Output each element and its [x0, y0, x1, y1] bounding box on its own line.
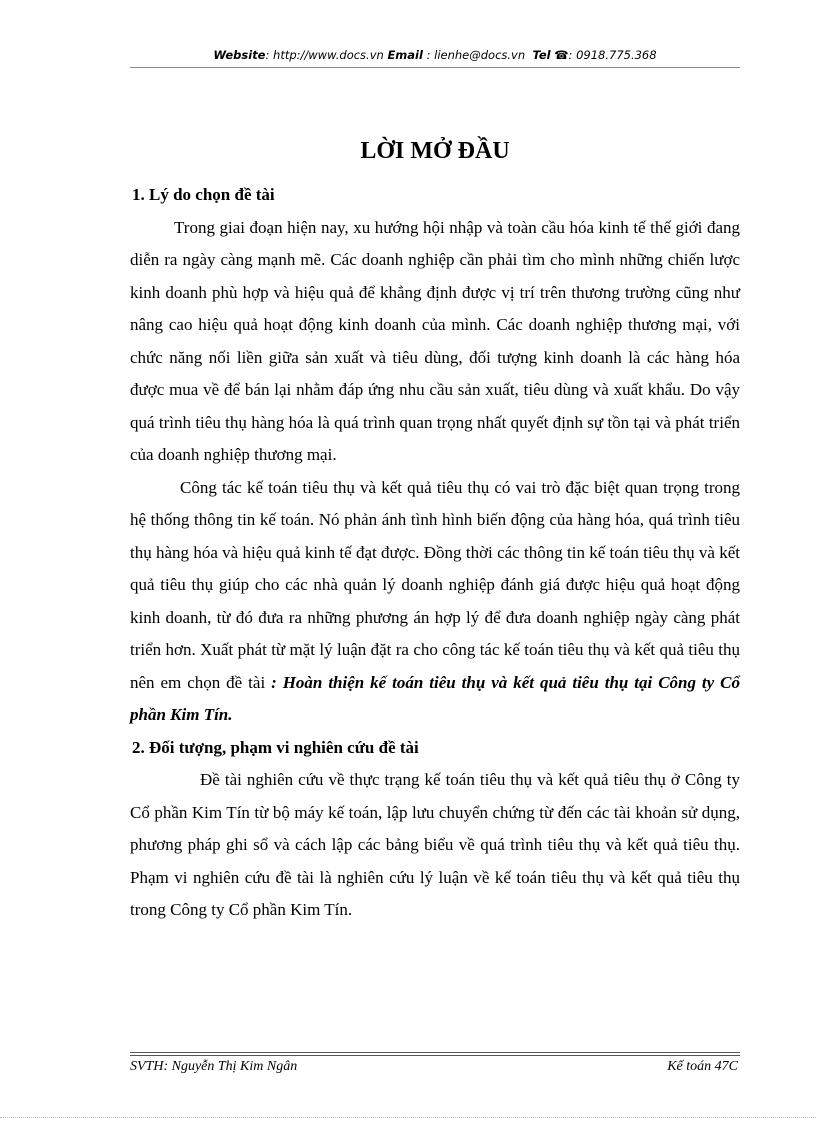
footer-divider-top [130, 1052, 740, 1053]
header-divider [130, 67, 740, 68]
phone-icon: ☎ [554, 48, 569, 62]
paragraph-3: Đề tài nghiên cứu về thực trạng kế toán tiêu thụ và kết quả tiêu thụ ở Công ty Cổ phần Kim Tín từ bộ máy kế toán, lập lưu chuyển chứng từ đến các tài khoản sử dụng, phương pháp ghi sổ và cách lập các bảng biểu về quá trình tiêu thụ và kết quả tiêu thụ. Phạm vi nghiên cứu đề tài là nghiên cứu lý luận về kế toán tiêu thụ và kết quả tiêu thụ trong Công ty Cổ phần Kim Tín. [130, 770, 740, 919]
paragraph-2-text: Công tác kế toán tiêu thụ và kết quả tiêu thụ có vai trò đặc biệt quan trọng trong hệ thống thông tin kế toán. Nó phản ánh tình hình biến động của hàng hóa, quá trình tiêu thụ hàng hóa và hiệu quả kinh tế đạt được. Đồng thời các thông tin kế toán tiêu thụ và kết quả tiêu thụ giúp cho các nhà quản lý doanh nghiệp đánh giá được hiệu quả hoạt động kinh doanh, từ đó đưa ra những phương án hợp lý để đưa doanh nghiệp ngày càng phát triển hơn. Xuất phát từ mặt lý luận đặt ra cho công tác kế toán tiêu thụ và kết quả tiêu thụ nên em chọn đề tài [130, 477, 740, 692]
page-bottom-border [0, 1117, 816, 1118]
footer-student: SVTH: Nguyễn Thị Kim Ngân [130, 1059, 298, 1074]
section-heading-1: 1. Lý do chọn đề tài [132, 185, 275, 204]
thesis-topic: : Hoàn thiện kế toán tiêu thụ và kết quả tiêu thụ tại Công ty Cổ phần Kim Tín. [130, 672, 740, 724]
tel-value: : 0918.775.368 [568, 48, 657, 62]
paragraph-1: Trong giai đoạn hiện nay, xu hướng hội nhập và toàn cầu hóa kinh tế thế giới đang diễn ra ngày càng mạnh mẽ. Các doanh nghiệp cần phải tìm cho mình những chiến lược kinh doanh phù hợp và hiệu quả để khẳng định được vị trí trên thương trường cũng như nâng cao hiệu quả hoạt động kinh doanh của mình. Các doanh nghiệp thương mại, với chức năng nối liền giữa sản xuất và tiêu dùng, đối tượng kinh doanh là các hàng hóa được mua về để bán lại nhằm đáp ứng nhu cầu sản xuất, tiêu dùng và xuất khẩu. Do vậy quá trình tiêu thụ hàng hóa là quá trình quan trọng nhất quyết định sự tồn tại và phát triển của doanh nghiệp thương mại. [130, 217, 740, 464]
website-label: Website [213, 48, 266, 62]
page-header [130, 48, 740, 62]
website-value: : http://www.docs.vn [265, 48, 384, 62]
footer-divider-bottom [130, 1055, 740, 1056]
section-heading-2: 2. Đối tượng, phạm vi nghiên cứu đề tài [132, 737, 419, 757]
footer-class: Kế toán 47C [667, 1059, 738, 1074]
email-label: Email [387, 48, 423, 62]
email-value: : lienhe@docs.vn [422, 48, 526, 62]
tel-label: Tel [532, 48, 551, 62]
page-title: LỜI MỞ ĐẦU [360, 138, 510, 164]
document-body [130, 179, 740, 927]
paragraph-2 [130, 472, 740, 732]
